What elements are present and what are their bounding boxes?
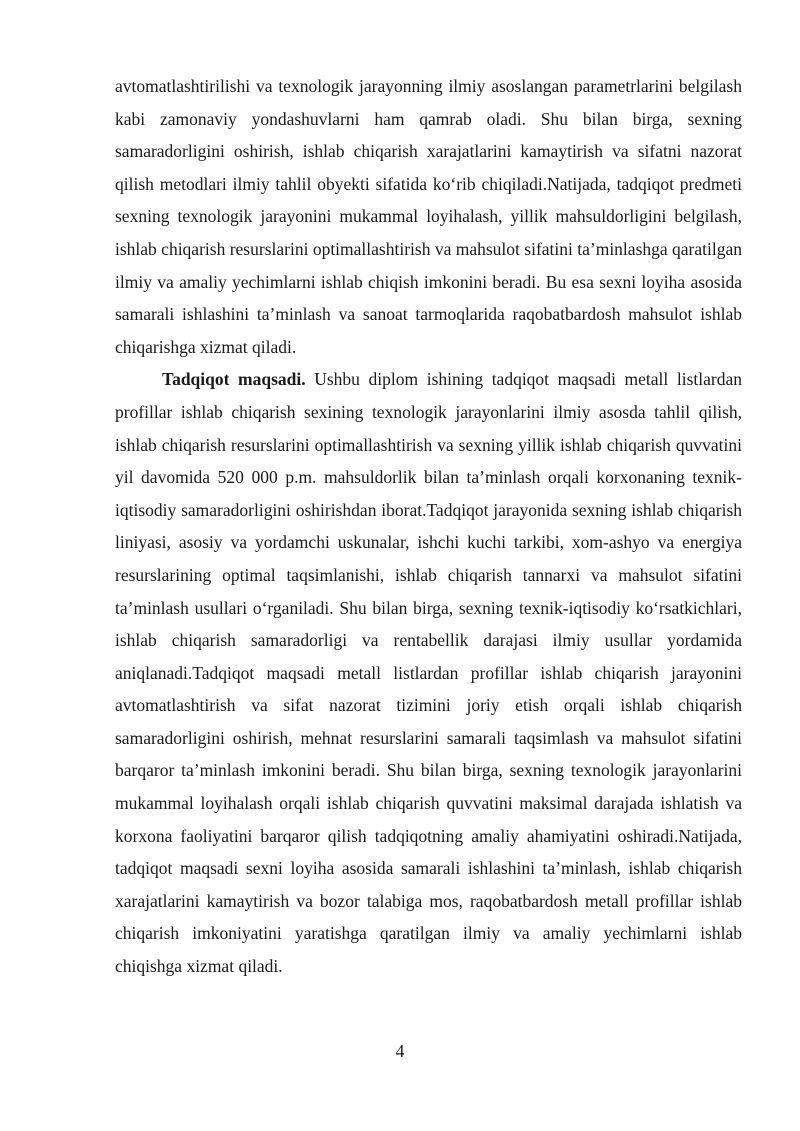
paragraph-body: Ushbu diplom ishining tadqiqot maqsadi metall listlardan profillar ishlab chiqarish sexining texnologik jarayonlarini ilmiy asosda tahlil qilish, ishlab chiqarish resurslarini optimallashtirish va sexning yillik ishlab chiqarish quvvatini yil davomida 520 000 p.m. mahsuldorlik bilan ta’minlash orqali korxonaning texnik-iqtisodiy samaradorligini oshirishdan iborat.Tadqiqot jarayonida sexning ishlab chiqarish liniyasi, asosiy va yordamchi uskunalar, ishchi kuchi tarkibi, xom-ashyo va energiya resurslarining optimal taqsimlanishi, ishlab chiqarish tannarxi va mahsulot sifatini ta’minlash usullari o‘rganiladi. Shu bilan birga, sexning texnik-iqtisodiy ko‘rsatkichlari, ishlab chiqarish samaradorligi va rentabellik darajasi ilmiy usullar yordamida aniqlanadi.Tadqiqot maqsadi metall listlardan profillar ishlab chiqarish jarayonini avtomatlashtirish va sifat nazorat tizimini joriy etish orqali ishlab chiqarish samaradorligini oshirish, mehnat resurslarini samarali taqsimlash va mahsulot sifatini barqaror ta’minlash imkonini beradi. Shu bilan birga, sexning texnologik jarayonlarini mukammal loyihalash orqali ishlab chiqarish quvvatini maksimal darajada ishlatish va korxona faoliyatini barqaror qilish tadqiqotning amaliy ahamiyatini oshiradi.Natijada, tadqiqot maqsadi sexni loyiha asosida samarali ishlashini ta’minlash, ishlab chiqarish xarajatlarini kamaytirish va bozor talabiga mos, raqobatbardosh metall profillar ishlab chiqarish imkoniyatini yaratishga qaratilgan ilmiy va amaliy yechimlarni ishlab chiqishga xizmat qiladi.: [115, 369, 742, 977]
page-number: 4: [395, 1041, 405, 1061]
paragraph-continuation: avtomatlashtirilishi va texnologik jarayonning ilmiy asoslangan parametrlarini belgilash kabi zamonaviy yondashuvlarni ham qamrab oladi. Shu bilan birga, sexning samaradorligini oshirish, ishlab chiqarish xarajatlarini kamaytirish va sifatni nazorat qilish metodlari ilmiy tahlil obyekti sifatida ko‘rib chiqiladi.Natijada, tadqiqot predmeti sexning texnologik jarayonini mukammal loyihalash, yillik mahsuldorligini belgilash, ishlab chiqarish resurslarini optimallashtirish va mahsulot sifatini ta’minlashga qaratilgan ilmiy va amaliy yechimlarni ishlab chiqish imkonini beradi. Bu esa sexni loyiha asosida samarali ishlashini ta’minlash va sanoat tarmoqlarida raqobatbardosh mahsulot ishlab chiqarishga xizmat qiladi.: [115, 76, 742, 357]
body-text: [115, 70, 742, 983]
paragraph-heading: Tadqiqot maqsadi.: [162, 369, 306, 390]
paragraph-research-goal: [115, 363, 742, 982]
